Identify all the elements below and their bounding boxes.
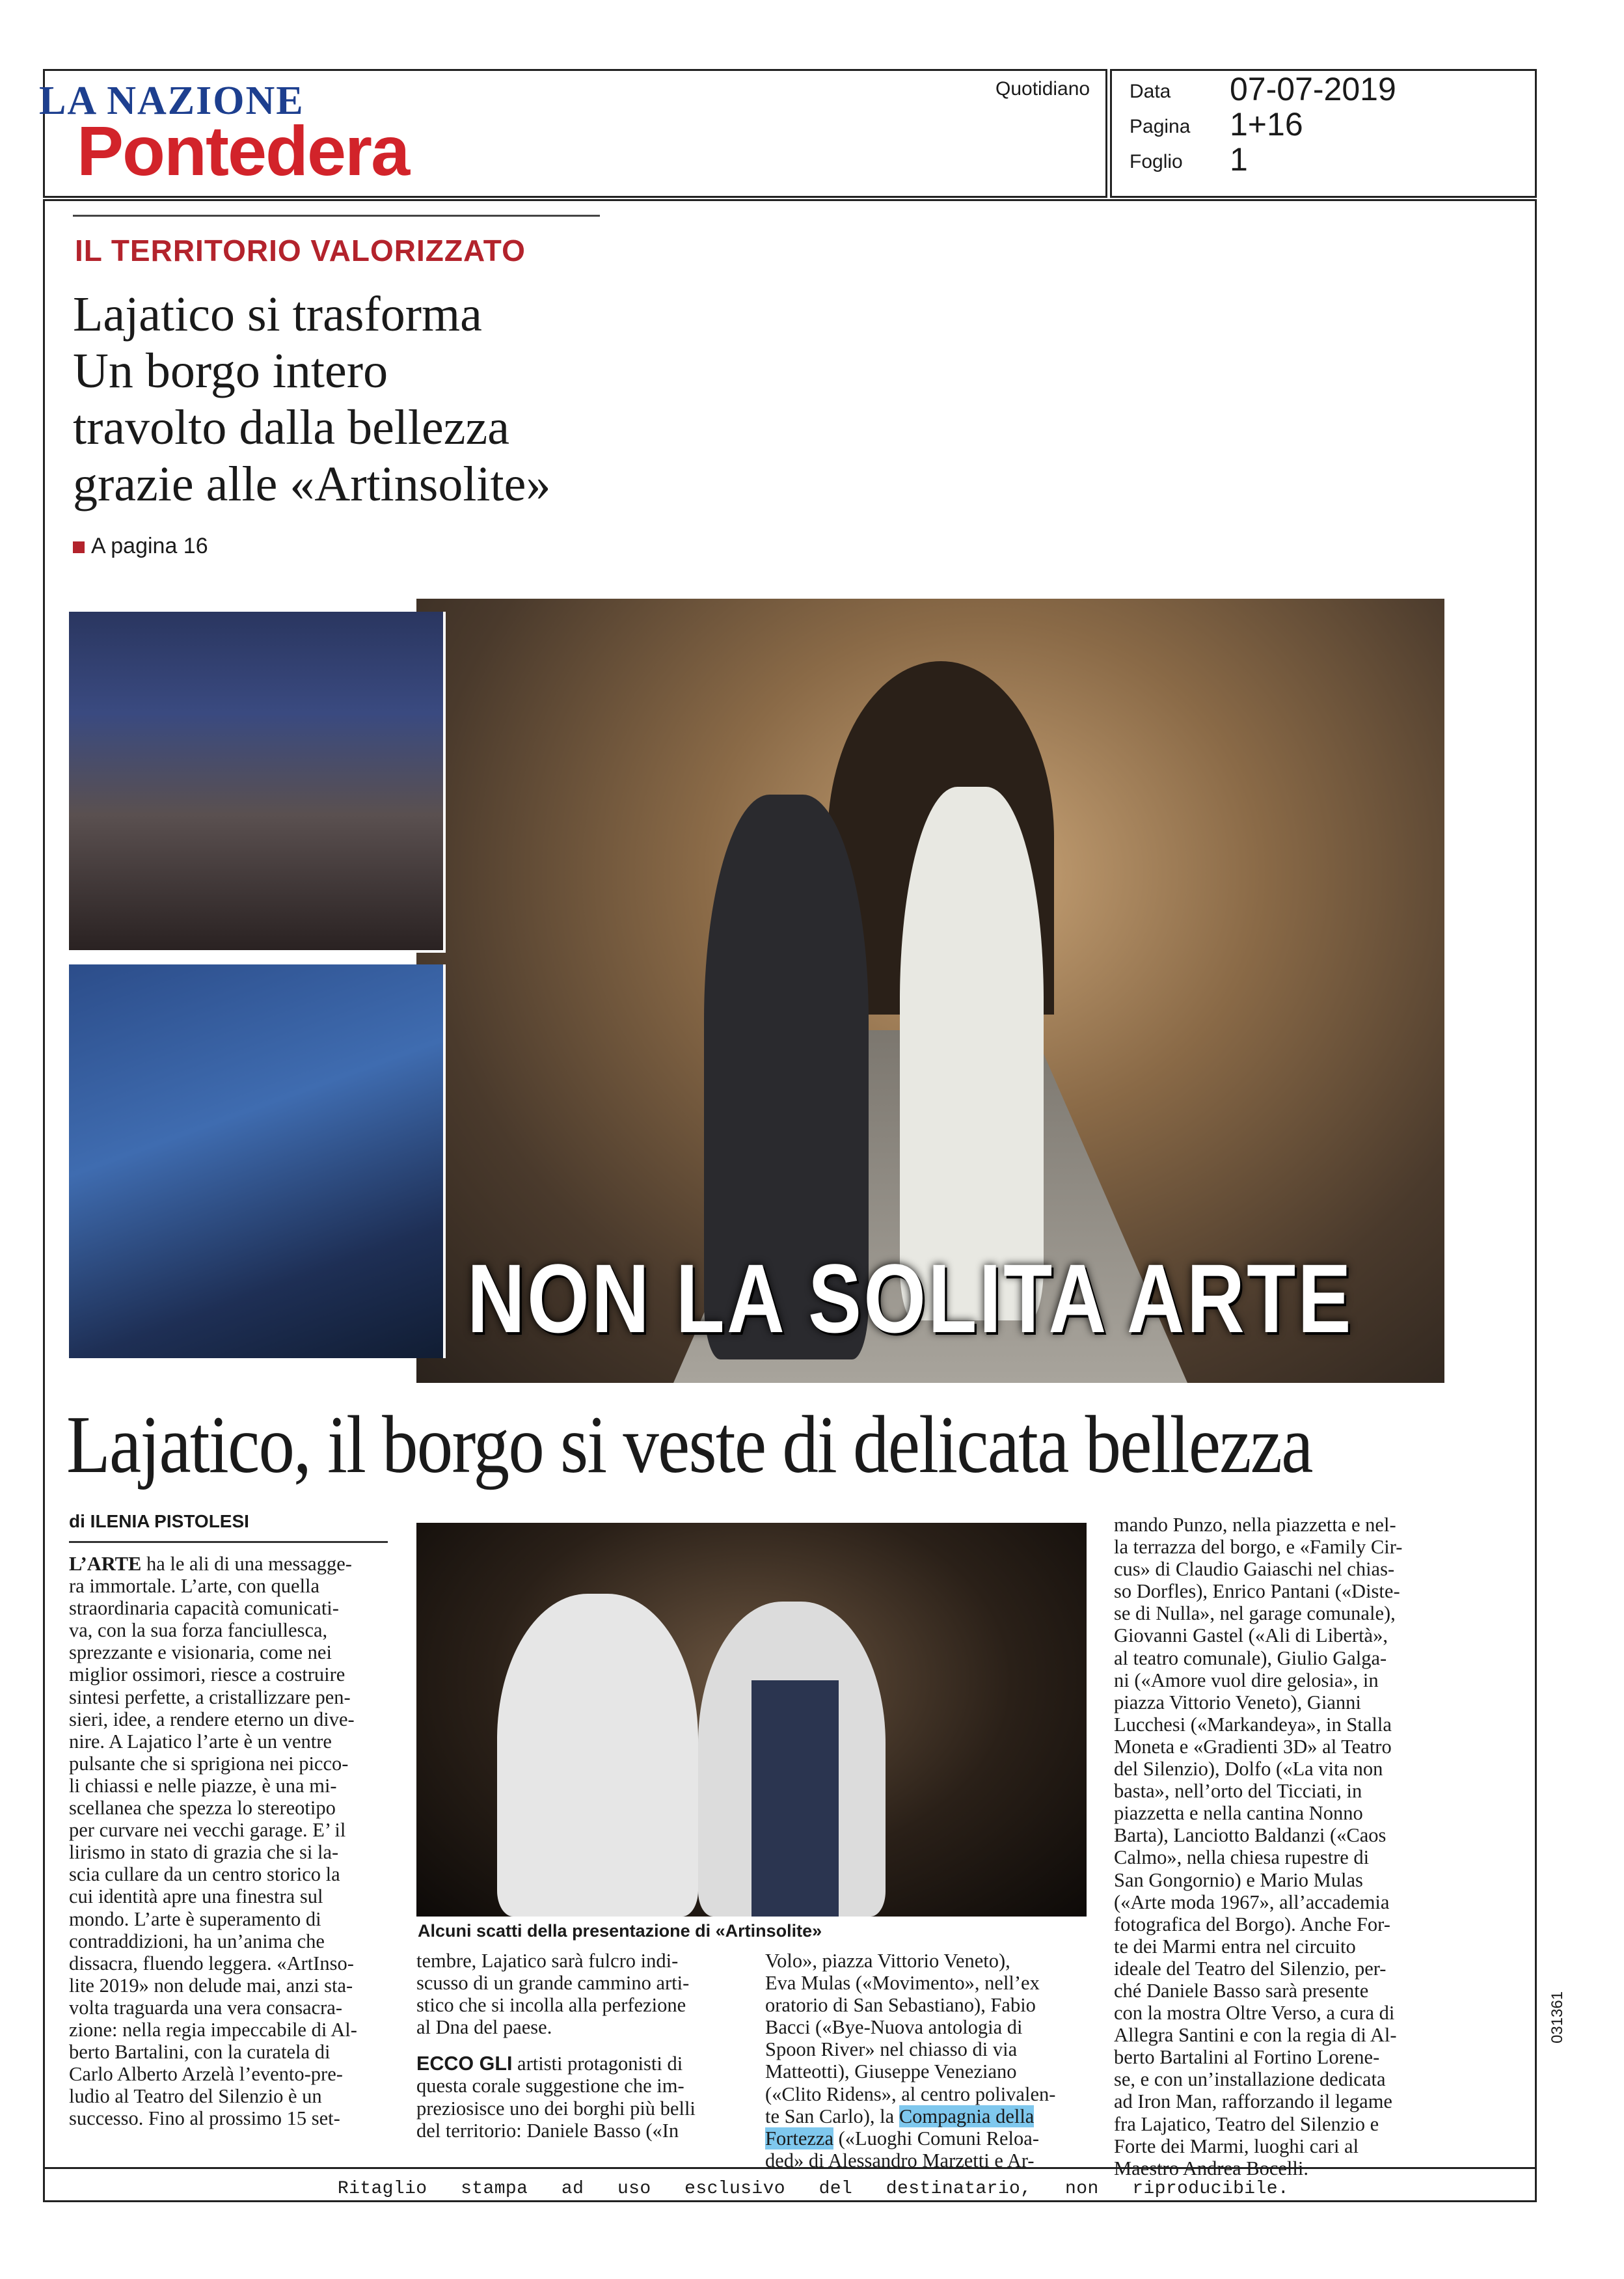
front-headline-line: Lajatico si trasforma	[73, 287, 482, 342]
front-headline-line: Un borgo intero	[73, 344, 388, 398]
text-line: («Clito Ridens», al centro polivalen-	[765, 2082, 1056, 2105]
text-line: zione: nella regia impeccabile di Al-	[69, 2018, 357, 2041]
text-line: mondo. L’arte è superamento di	[69, 1907, 321, 1930]
photo-shirt-shape	[751, 1680, 839, 1917]
text-line: Carlo Alberto Arzelà l’evento-pre-	[69, 2063, 343, 2086]
photo-presentation-speakers	[69, 964, 446, 1358]
text-line: fra Lajatico, Teatro del Silenzio e	[1114, 2112, 1379, 2135]
publisher-logo: LA NAZIONE	[39, 79, 304, 123]
byline-rule	[69, 1541, 388, 1543]
article-headline: Lajatico, il borgo si veste di delicata bellezza	[66, 1400, 1312, 1490]
text-line: ideale del Teatro del Silenzio, per-	[1114, 1957, 1387, 1980]
text-line: Moneta e «Gradienti 3D» al Teatro	[1114, 1735, 1392, 1758]
pointer-text: A pagina 16	[91, 534, 208, 558]
text-line: ded» di Alessandro Marzetti e Ar-	[765, 2149, 1035, 2172]
text-line: Maestro Andrea Bocelli.	[1114, 2157, 1308, 2179]
column-3	[765, 1950, 1087, 2172]
publication-type: Quotidiano	[995, 78, 1090, 100]
text-line: lite 2019» non delude mai, anzi sta-	[69, 1974, 353, 1997]
text-line: stico che si incolla alla perfezione	[416, 1994, 686, 2017]
text-line: ni («Amore vuol dire gelosia», in	[1114, 1669, 1379, 1691]
sheet-value: 1	[1230, 141, 1248, 178]
text-line: ECCO GLI artisti protagonisti di	[416, 2053, 683, 2075]
text-line: piazza Vittorio Veneto), Gianni	[1114, 1691, 1361, 1713]
text-line: li chiassi e nelle piazze, è una mi-	[69, 1774, 337, 1797]
footer-notice: Ritaglio stampa ad uso esclusivo del destinatario, non riproducibile.	[337, 2179, 1290, 2199]
text-line: miglior ossimori, riesce a costruire	[69, 1663, 345, 1686]
front-headline-line: travolto dalla bellezza	[73, 400, 509, 455]
text-line: Volo», piazza Vittorio Veneto),	[765, 1950, 1010, 1972]
text-line: fotografica del Borgo). Anche For-	[1114, 1913, 1390, 1935]
text-line: contraddizioni, ha un’anima che	[69, 1930, 325, 1952]
text-line: berto Bartalini al Fortino Lorene-	[1114, 2046, 1380, 2069]
text-line: del Silenzio), Dolfo («La vita non	[1114, 1758, 1383, 1781]
text-line: dissacra, fluendo leggera. «ArtInso-	[69, 1952, 354, 1974]
text-line: Spoon River» nel chiasso di via	[765, 2038, 1018, 2061]
photo-two-men	[416, 1523, 1087, 1917]
column-1	[69, 1553, 389, 2129]
clipping-code: 031361	[1549, 1991, 1566, 2043]
highlighted-entity: Fortezza	[765, 2127, 833, 2149]
front-headline	[73, 286, 658, 513]
kicker-rule	[73, 215, 600, 217]
text-line: ra immortale. L’arte, con quella	[69, 1575, 320, 1598]
page-pointer	[73, 534, 208, 559]
text-line: so Dorfles), Enrico Pantani («Diste-	[1114, 1580, 1400, 1603]
section-kicker: IL TERRITORIO VALORIZZATO	[75, 234, 526, 267]
text-line: San Gongornio) e Mario Mulas	[1114, 1868, 1363, 1891]
text-line: sintesi perfette, a cristallizzare pen-	[69, 1685, 351, 1708]
text-line: Allegra Santini e con la regia di Al-	[1114, 2024, 1397, 2047]
front-headline-line: grazie alle «Artinsolite»	[73, 457, 551, 512]
page-value: 1+16	[1230, 106, 1303, 143]
text-line: la terrazza del borgo, e «Family Cir-	[1114, 1536, 1403, 1559]
text-line: sprezzante e visionaria, come nei	[69, 1641, 332, 1664]
text-line: al Dna del paese.	[416, 2016, 552, 2039]
text-line: Calmo», nella chiesa rupestre di	[1114, 1846, 1370, 1869]
text-line: ché Daniele Basso sarà presente	[1114, 1979, 1369, 2002]
text-line: preziosisce uno dei borghi più belli	[416, 2097, 696, 2120]
text-line: Lucchesi («Markandeya», in Stalla	[1114, 1713, 1392, 1736]
text-line: Matteotti), Giuseppe Veneziano	[765, 2060, 1017, 2083]
text-line: cui identità apre una finestra sul	[69, 1885, 323, 1908]
text-line: del territorio: Daniele Basso («In	[416, 2119, 679, 2142]
column-2	[416, 1950, 737, 2142]
paragraph-gap	[416, 2038, 737, 2053]
section-lead: ECCO GLI	[416, 2053, 513, 2075]
text-line: ludio al Teatro del Silenzio è un	[69, 2085, 322, 2108]
text-line: successo. Fino al prossimo 15 set-	[69, 2107, 340, 2130]
text-line: se di Nulla», nel garage comunale),	[1114, 1602, 1396, 1625]
text-line: berto Bartalini, con la curatela di	[69, 2041, 331, 2064]
text-line: volta traguarda una vera consacra-	[69, 1996, 342, 2019]
text-line: nire. A Lajatico l’arte è un ventre	[69, 1730, 332, 1753]
text-line: te San Carlo), la Compagnia della	[765, 2105, 1035, 2127]
date-value: 07-07-2019	[1230, 71, 1396, 107]
text-line: al teatro comunale), Giulio Galga-	[1114, 1646, 1387, 1669]
text-line: basta», nell’orto del Ticciati, in	[1114, 1780, 1362, 1803]
highlighted-entity: Compagnia della	[899, 2105, 1035, 2127]
text-line: Fortezza («Luoghi Comuni Reloa-	[765, 2127, 1039, 2149]
text-line: Giovanni Gastel («Ali di Libertà»,	[1114, 1624, 1388, 1647]
text-line: Barta), Lanciotto Baldanzi («Caos	[1114, 1824, 1387, 1847]
text-line: con la mostra Oltre Verso, a cura di	[1114, 2002, 1395, 2025]
text-line: se, e con un’installazione dedicata	[1114, 2068, 1386, 2091]
text-line: questa corale suggestione che im-	[416, 2075, 684, 2097]
text-line: piazzetta e nella cantina Nonno	[1114, 1802, 1363, 1825]
text-line: Eva Mulas («Movimento», nell’ex	[765, 1972, 1040, 1995]
photo-man-left	[497, 1594, 698, 1917]
photo-caption: Alcuni scatti della presentazione di «Artinsolite»	[418, 1921, 822, 1941]
text-line: scellanea che spezza lo stereotipo	[69, 1797, 336, 1820]
text-line: te dei Marmi entra nel circuito	[1114, 1935, 1356, 1958]
column-4	[1114, 1514, 1437, 2179]
text-line: va, con la sua forza fanciullesca,	[69, 1619, 328, 1642]
byline: di ILENIA PISTOLESI	[69, 1511, 249, 1531]
text-line: per curvare nei vecchi garage. E’ il	[69, 1819, 346, 1842]
text-line: oratorio di San Sebastiano), Fabio	[765, 1994, 1036, 2017]
text-line: pulsante che si sprigiona nei picco-	[69, 1752, 349, 1775]
text-line: tembre, Lajatico sarà fulcro indi-	[416, 1950, 679, 1972]
text-line: («Arte moda 1967», all’accademia	[1114, 1890, 1390, 1913]
text-line: scusso di un grande cammino arti-	[416, 1972, 690, 1995]
date-label: Data	[1130, 81, 1171, 102]
text-line: scia cullare da un centro storico la	[69, 1863, 340, 1886]
drop-lead: L’ARTE	[69, 1553, 142, 1575]
photo-night-installation	[69, 612, 446, 953]
sheet-label: Foglio	[1130, 151, 1183, 172]
text-line: cus» di Claudio Gaiaschi nel chias-	[1114, 1558, 1395, 1581]
text-line: mando Punzo, nella piazzetta e nel-	[1114, 1514, 1396, 1536]
page-label: Pagina	[1130, 116, 1191, 137]
text-line: L’ARTE ha le ali di una messagge-	[69, 1553, 352, 1575]
edition-logo: Pontedera	[77, 111, 409, 190]
text-line: ad Iron Man, rafforzando il legame	[1114, 2090, 1392, 2113]
text-line: straordinaria capacità comunicati-	[69, 1597, 339, 1620]
pointer-square-icon	[73, 541, 85, 553]
banner-headline: NON LA SOLITA ARTE	[467, 1244, 1353, 1353]
text-line: Forte dei Marmi, luoghi cari al	[1114, 2135, 1359, 2157]
text-line: sieri, idee, a rendere eterno un dive-	[69, 1708, 355, 1730]
text-line: lirismo in stato di grazia che si la-	[69, 1841, 339, 1864]
text-line: Bacci («Bye-Nuova antologia di	[765, 2016, 1023, 2039]
photo-figure-right	[900, 787, 1044, 1320]
